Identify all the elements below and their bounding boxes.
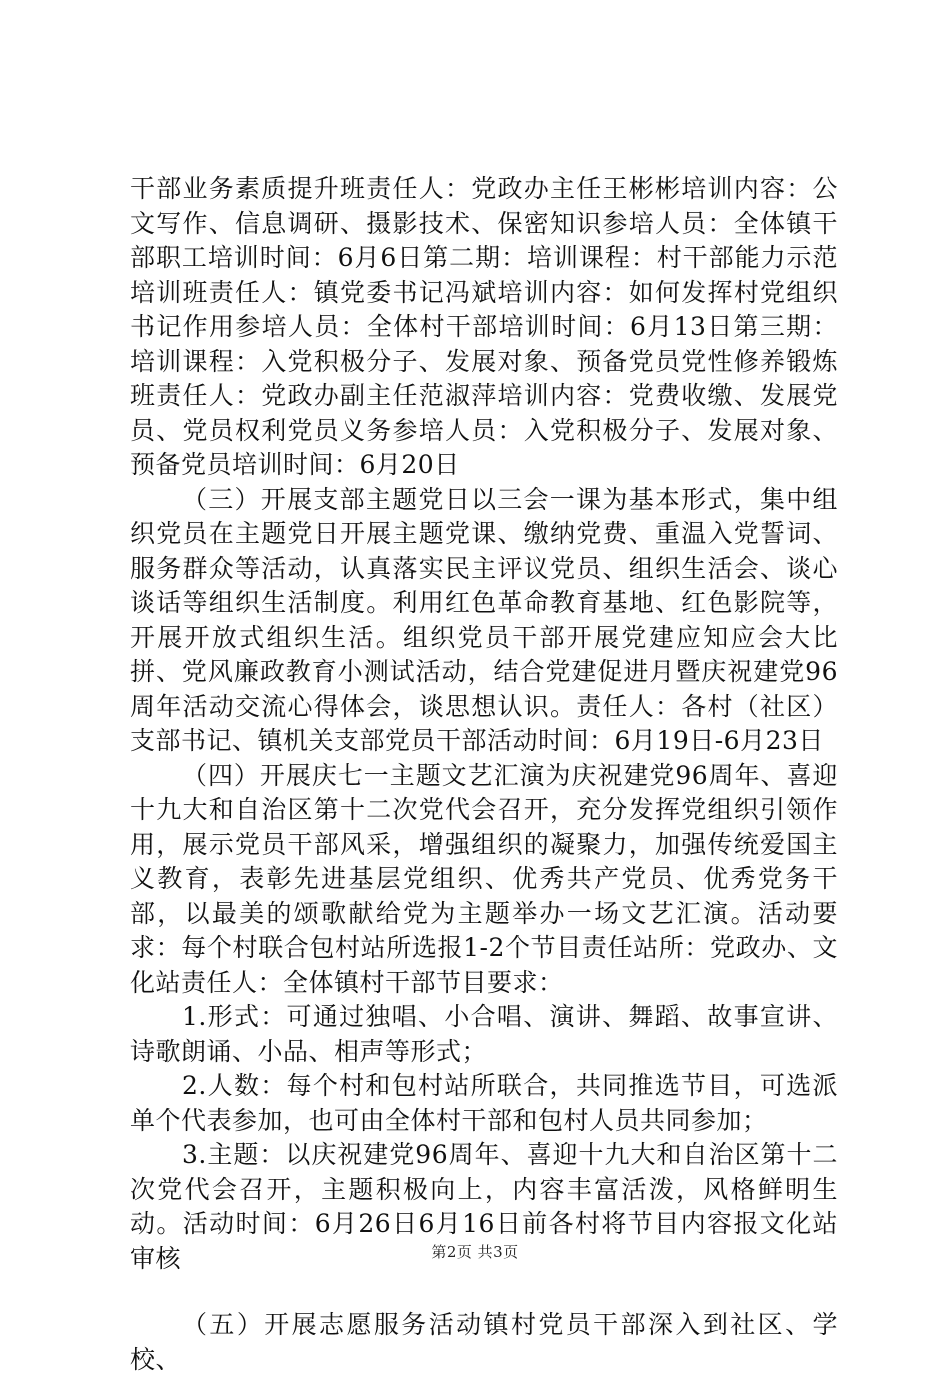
page-footer: 第2页 共3页 [431,1243,519,1261]
list-item-form: 1.形式：可通过独唱、小合唱、演讲、舞蹈、故事宣讲、诗歌朗诵、小品、相声等形式； [130,1002,838,1066]
paragraph-section-five: （五）开展志愿服务活动镇村党员干部深入到社区、学校、 [130,1310,838,1374]
list-item-theme: 3.主题：以庆祝建党96周年、喜迎十九大和自治区第十二次党代会召开，主题积极向上，内容丰富活泼，风格鲜明生动。活动时间：6月26日6月16日前各村将节目内容报文化站审核 [130,1140,838,1273]
paragraph-section-three: （三）开展支部主题党日以三会一课为基本形式，集中组织党员在主题党日开展主题党课、缴纳党费、重温入党誓词、服务群众等活动，认真落实民主评议党员、组织生活会、谈心谈话等组织生活制度。利用红色革命教育基地、红色影院等，开展开放式组织生活。组织党员干部开展党建应知应会大比拼、党风廉政教育小测试活动，结合党建促进月暨庆祝建党96周年活动交流心得体会，谈思想认识。责任人：各村（社区）支部书记、镇机关支部党员干部活动时间：6月19日-6月23日 [130,484,838,755]
document-body [130,172,838,1377]
paragraph-section-four: （四）开展庆七一主题文艺汇演为庆祝建党96周年、喜迎十九大和自治区第十二次党代会召开，充分发挥党组织引领作用，展示党员干部风采，增强组织的凝聚力，加强传统爱国主义教育，表彰先进基层党组织、优秀共产党员、优秀党务干部，以最美的颂歌献给党为主题举办一场文艺汇演。活动要求：每个村联合包村站所选报1-2个节目责任站所：党政办、文化站责任人：全体镇村干部节目要求： [130,760,838,997]
list-item-count: 2.人数：每个村和包村站所联合，共同推选节目，可选派单个代表参加，也可由全体村干部和包村人员共同参加； [130,1071,838,1135]
paragraph-training-schedule: 干部业务素质提升班责任人：党政办主任王彬彬培训内容：公文写作、信息调研、摄影技术、保密知识参培人员：全体镇干部职工培训时间：6月6日第二期：培训课程：村干部能力示范培训班责任人：镇党委书记冯斌培训内容：如何发挥村党组织书记作用参培人员：全体村干部培训时间：6月13日第三期：培训课程：入党积极分子、发展对象、预备党员党性修养锻炼班责任人：党政办副主任范淑萍培训内容：党费收缴、发展党员、党员权利党员义务参培人员：入党积极分子、发展对象、预备党员培训时间：6月20日 [130,174,838,479]
